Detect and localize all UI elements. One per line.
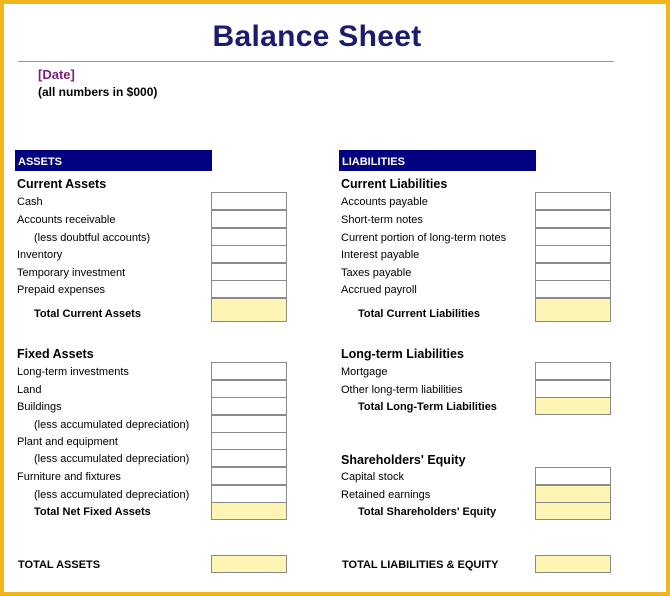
row-label-long-term-investments: Long-term investments: [17, 366, 129, 378]
cell-accrued-payroll[interactable]: [535, 280, 611, 298]
row-label-total-assets: TOTAL ASSETS: [18, 559, 101, 571]
cell-less-doubtful-accounts[interactable]: [211, 228, 287, 246]
row-label-retained-earnings: Retained earnings: [341, 489, 431, 501]
row-label-land: Land: [17, 384, 42, 396]
row-label-furniture-and-fixtures: Furniture and fixtures: [17, 471, 121, 483]
row-label-temporary-investment: Temporary investment: [17, 267, 126, 279]
row-label-taxes-payable: Taxes payable: [341, 267, 412, 279]
row-label-cash: Cash: [17, 196, 43, 208]
row-label-capital-stock: Capital stock: [341, 471, 404, 483]
long-term-liabilities-title: Long-term Liabilities: [341, 347, 464, 361]
date-field[interactable]: [Date]: [38, 67, 75, 82]
row-label-other-long-term-liabilities: Other long-term liabilities: [341, 384, 463, 396]
cell-total-liabilities-equity[interactable]: [535, 555, 611, 573]
cell-furniture-and-fixtures[interactable]: [211, 467, 287, 485]
liabilities-heading: LIABILITIES: [339, 150, 536, 171]
shareholders-equity-title: Shareholders' Equity: [341, 453, 466, 467]
row-label-total-current-liabilities: Total Current Liabilities: [358, 308, 481, 320]
cell-current-portion-long-term-notes[interactable]: [535, 228, 611, 246]
cell-less-depreciation-furniture[interactable]: [211, 485, 287, 503]
fixed-assets-title: Fixed Assets: [17, 347, 94, 361]
cell-less-depreciation-buildings[interactable]: [211, 415, 287, 433]
row-label-less-depreciation-buildings: (less accumulated depreciation): [34, 419, 190, 431]
row-label-less-depreciation-plant: (less accumulated depreciation): [34, 453, 190, 465]
current-assets-title: Current Assets: [17, 177, 107, 191]
cell-total-current-assets[interactable]: [211, 298, 287, 322]
cell-mortgage[interactable]: [535, 362, 611, 380]
cell-capital-stock[interactable]: [535, 467, 611, 485]
cell-land[interactable]: [211, 380, 287, 398]
row-label-interest-payable: Interest payable: [341, 249, 420, 261]
row-label-less-doubtful-accounts: (less doubtful accounts): [34, 232, 151, 244]
row-label-total-net-fixed-assets: Total Net Fixed Assets: [34, 506, 151, 518]
cell-plant-and-equipment[interactable]: [211, 432, 287, 450]
cell-total-assets[interactable]: [211, 555, 287, 573]
cell-total-net-fixed-assets[interactable]: [211, 502, 287, 520]
cell-total-shareholders-equity[interactable]: [535, 502, 611, 520]
row-label-buildings: Buildings: [17, 401, 62, 413]
title-divider: [18, 61, 614, 62]
cell-interest-payable[interactable]: [535, 245, 611, 263]
row-label-accounts-payable: Accounts payable: [341, 196, 428, 208]
cell-total-current-liabilities[interactable]: [535, 298, 611, 322]
cell-accounts-receivable[interactable]: [211, 210, 287, 228]
cell-inventory[interactable]: [211, 245, 287, 263]
cell-short-term-notes[interactable]: [535, 210, 611, 228]
row-label-accrued-payroll: Accrued payroll: [341, 284, 417, 296]
row-label-mortgage: Mortgage: [341, 366, 388, 378]
row-label-accounts-receivable: Accounts receivable: [17, 214, 116, 226]
cell-less-depreciation-plant[interactable]: [211, 449, 287, 467]
page-title: Balance Sheet: [212, 20, 422, 53]
row-label-total-liabilities-equity: TOTAL LIABILITIES & EQUITY: [342, 559, 499, 571]
cell-long-term-investments[interactable]: [211, 362, 287, 380]
cell-temporary-investment[interactable]: [211, 263, 287, 281]
current-liabilities-title: Current Liabilities: [341, 177, 448, 191]
cell-accounts-payable[interactable]: [535, 192, 611, 210]
row-label-plant-and-equipment: Plant and equipment: [17, 436, 118, 448]
cell-other-long-term-liabilities[interactable]: [535, 380, 611, 398]
units-note: (all numbers in $000): [38, 85, 158, 99]
row-label-inventory: Inventory: [17, 249, 63, 261]
row-label-less-depreciation-furniture: (less accumulated depreciation): [34, 489, 190, 501]
row-label-current-portion-long-term-notes: Current portion of long-term notes: [341, 232, 507, 244]
assets-heading: ASSETS: [15, 150, 212, 171]
cell-buildings[interactable]: [211, 397, 287, 415]
row-label-short-term-notes: Short-term notes: [341, 214, 423, 226]
row-label-total-shareholders-equity: Total Shareholders' Equity: [358, 506, 497, 518]
row-label-total-current-assets: Total Current Assets: [34, 308, 141, 320]
row-label-total-long-term-liabilities: Total Long-Term Liabilities: [358, 401, 497, 413]
cell-retained-earnings[interactable]: [535, 485, 611, 503]
cell-prepaid-expenses[interactable]: [211, 280, 287, 298]
cell-taxes-payable[interactable]: [535, 263, 611, 281]
cell-total-long-term-liabilities[interactable]: [535, 397, 611, 415]
row-label-prepaid-expenses: Prepaid expenses: [17, 284, 106, 296]
cell-cash[interactable]: [211, 192, 287, 210]
